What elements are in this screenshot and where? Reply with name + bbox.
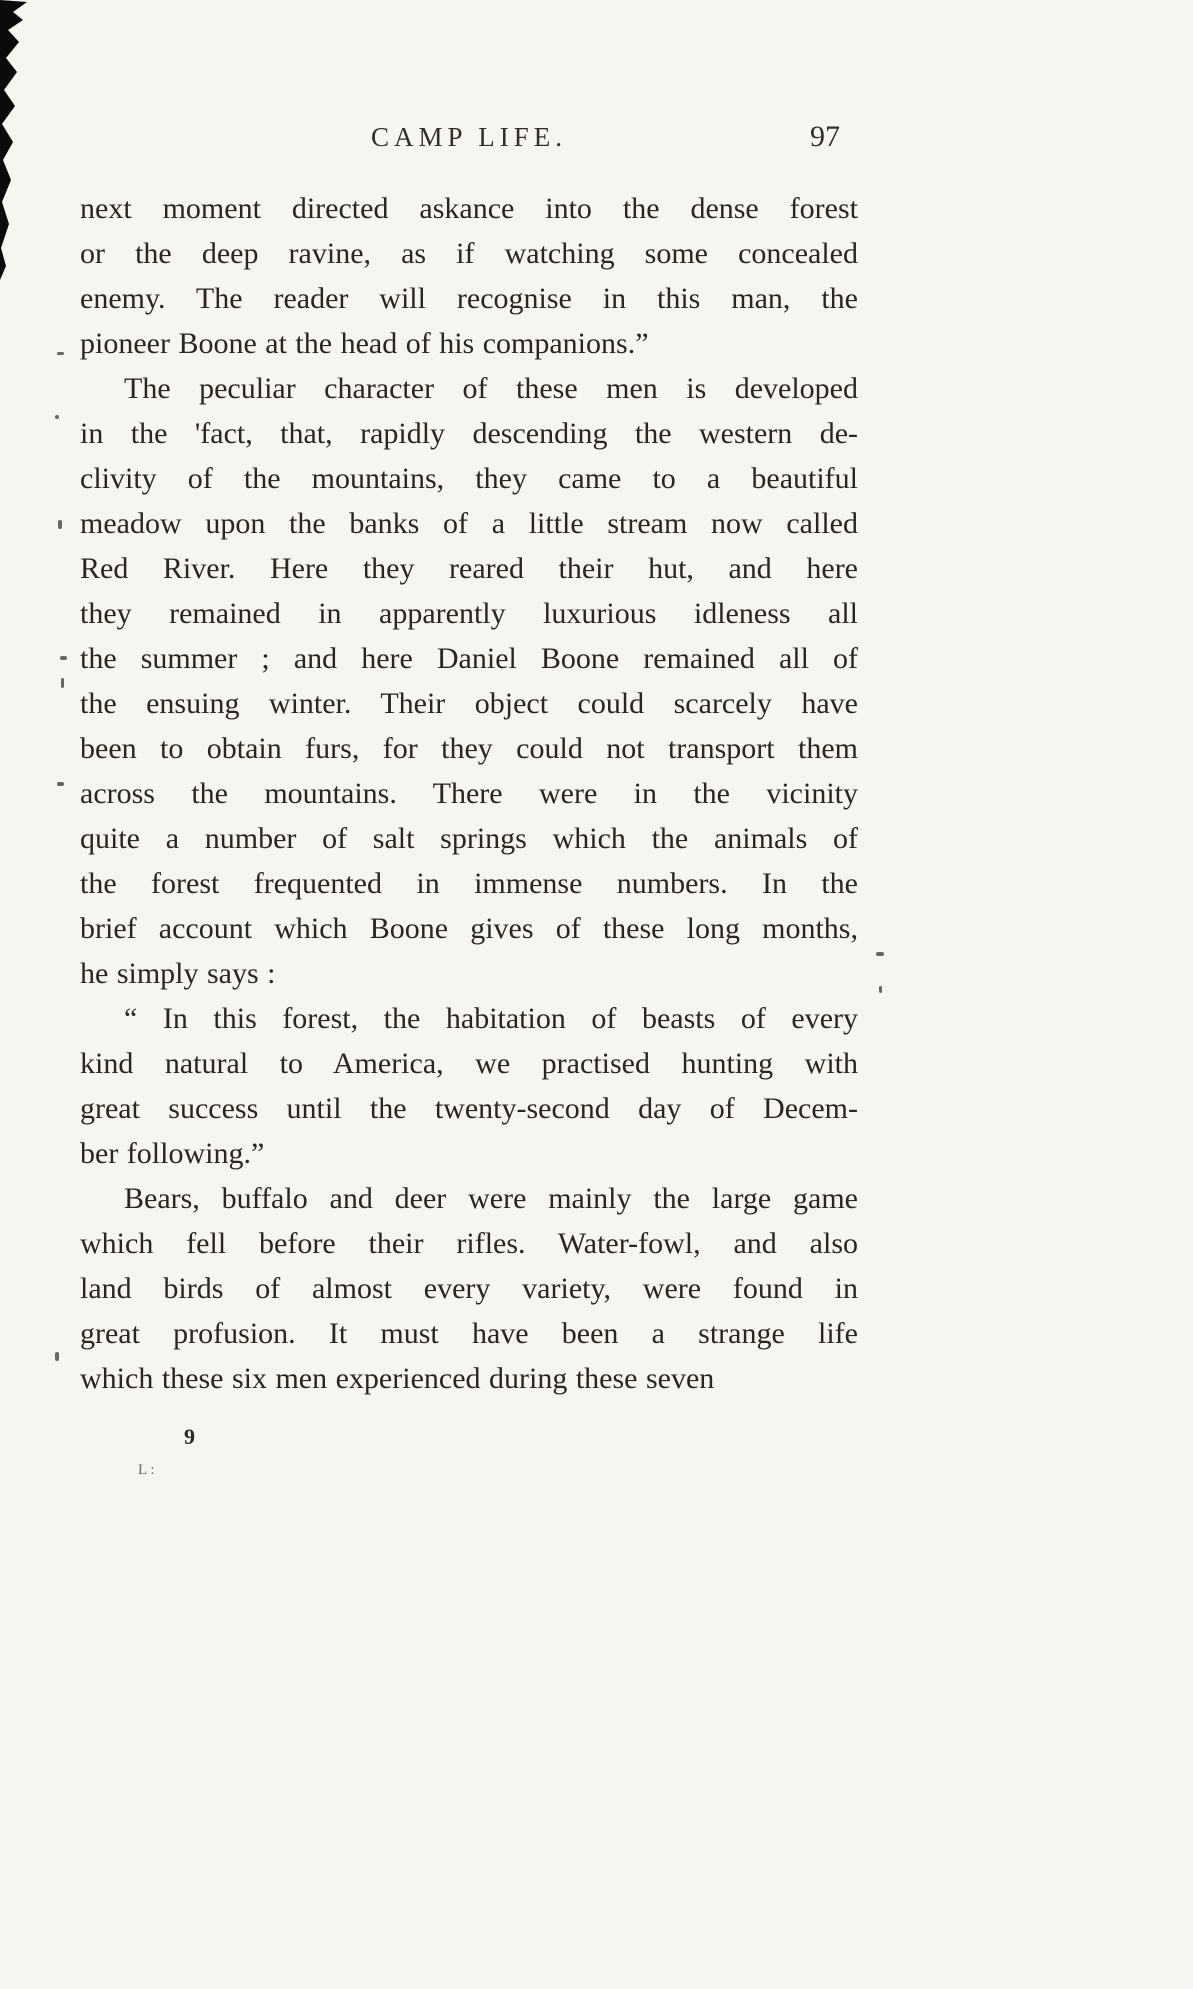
text-line: next moment directed askance into the dense forest xyxy=(80,192,858,225)
scan-artifact xyxy=(61,678,64,688)
body-text xyxy=(80,186,858,1401)
scan-artifact xyxy=(55,1352,59,1361)
text-line: in the 'fact, that, rapidly descending the western de- xyxy=(80,417,858,450)
scan-artifact xyxy=(876,952,884,956)
scan-artifact xyxy=(55,415,59,419)
text-line: which these six men experienced during these seven xyxy=(80,1362,715,1395)
text-line: brief account which Boone gives of these long months, xyxy=(80,912,858,945)
scan-artifact xyxy=(879,986,882,993)
text-line: meadow upon the banks of a little stream now called xyxy=(80,507,858,540)
text-line: which fell before their rifles. Water-fowl, and also xyxy=(80,1227,858,1260)
text-line: The peculiar character of these men is developed xyxy=(124,372,858,405)
text-line: Red River. Here they reared their hut, and here xyxy=(80,552,858,585)
text-line: great success until the twenty-second day of Decem- xyxy=(80,1092,858,1125)
text-line: across the mountains. There were in the vicinity xyxy=(80,777,858,810)
text-line: enemy. The reader will recognise in this man, the xyxy=(80,282,858,315)
paragraph xyxy=(80,186,858,366)
text-line: kind natural to America, we practised hunting with xyxy=(80,1047,858,1080)
text-line: “ In this forest, the habitation of beasts of every xyxy=(124,1002,858,1035)
signature-mark: 9 xyxy=(184,1424,195,1449)
text-line: ber following.” xyxy=(80,1137,265,1170)
text-line: pioneer Boone at the head of his companions.” xyxy=(80,327,649,360)
paragraph xyxy=(80,1176,858,1401)
paragraph xyxy=(80,996,858,1176)
text-line: or the deep ravine, as if watching some concealed xyxy=(80,237,858,270)
scan-artifact: L : xyxy=(138,1462,155,1478)
text-line: the ensuing winter. Their object could scarcely have xyxy=(80,687,858,720)
scan-artifact xyxy=(57,782,64,786)
page-number: 97 xyxy=(810,120,840,153)
text-line: Bears, buffalo and deer were mainly the large game xyxy=(124,1182,858,1215)
text-line: he simply says : xyxy=(80,957,276,990)
scan-artifact-ink-blot xyxy=(0,0,40,280)
text-line: quite a number of salt springs which the animals of xyxy=(80,822,858,855)
scan-artifact xyxy=(60,656,67,660)
scan-artifact xyxy=(58,520,62,529)
scan-artifact xyxy=(57,352,64,355)
paragraph xyxy=(80,366,858,996)
running-title: CAMP LIFE. xyxy=(370,122,568,152)
page-header xyxy=(80,122,858,162)
text-line: great profusion. It must have been a strange life xyxy=(80,1317,858,1350)
text-line: the summer ; and here Daniel Boone remained all of xyxy=(80,642,858,675)
text-line: land birds of almost every variety, were found in xyxy=(80,1272,858,1305)
text-line: been to obtain furs, for they could not transport them xyxy=(80,732,858,765)
text-line: clivity of the mountains, they came to a beautiful xyxy=(80,462,858,495)
text-line: they remained in apparently luxurious idleness all xyxy=(80,597,858,630)
text-line: the forest frequented in immense numbers. In the xyxy=(80,867,858,900)
